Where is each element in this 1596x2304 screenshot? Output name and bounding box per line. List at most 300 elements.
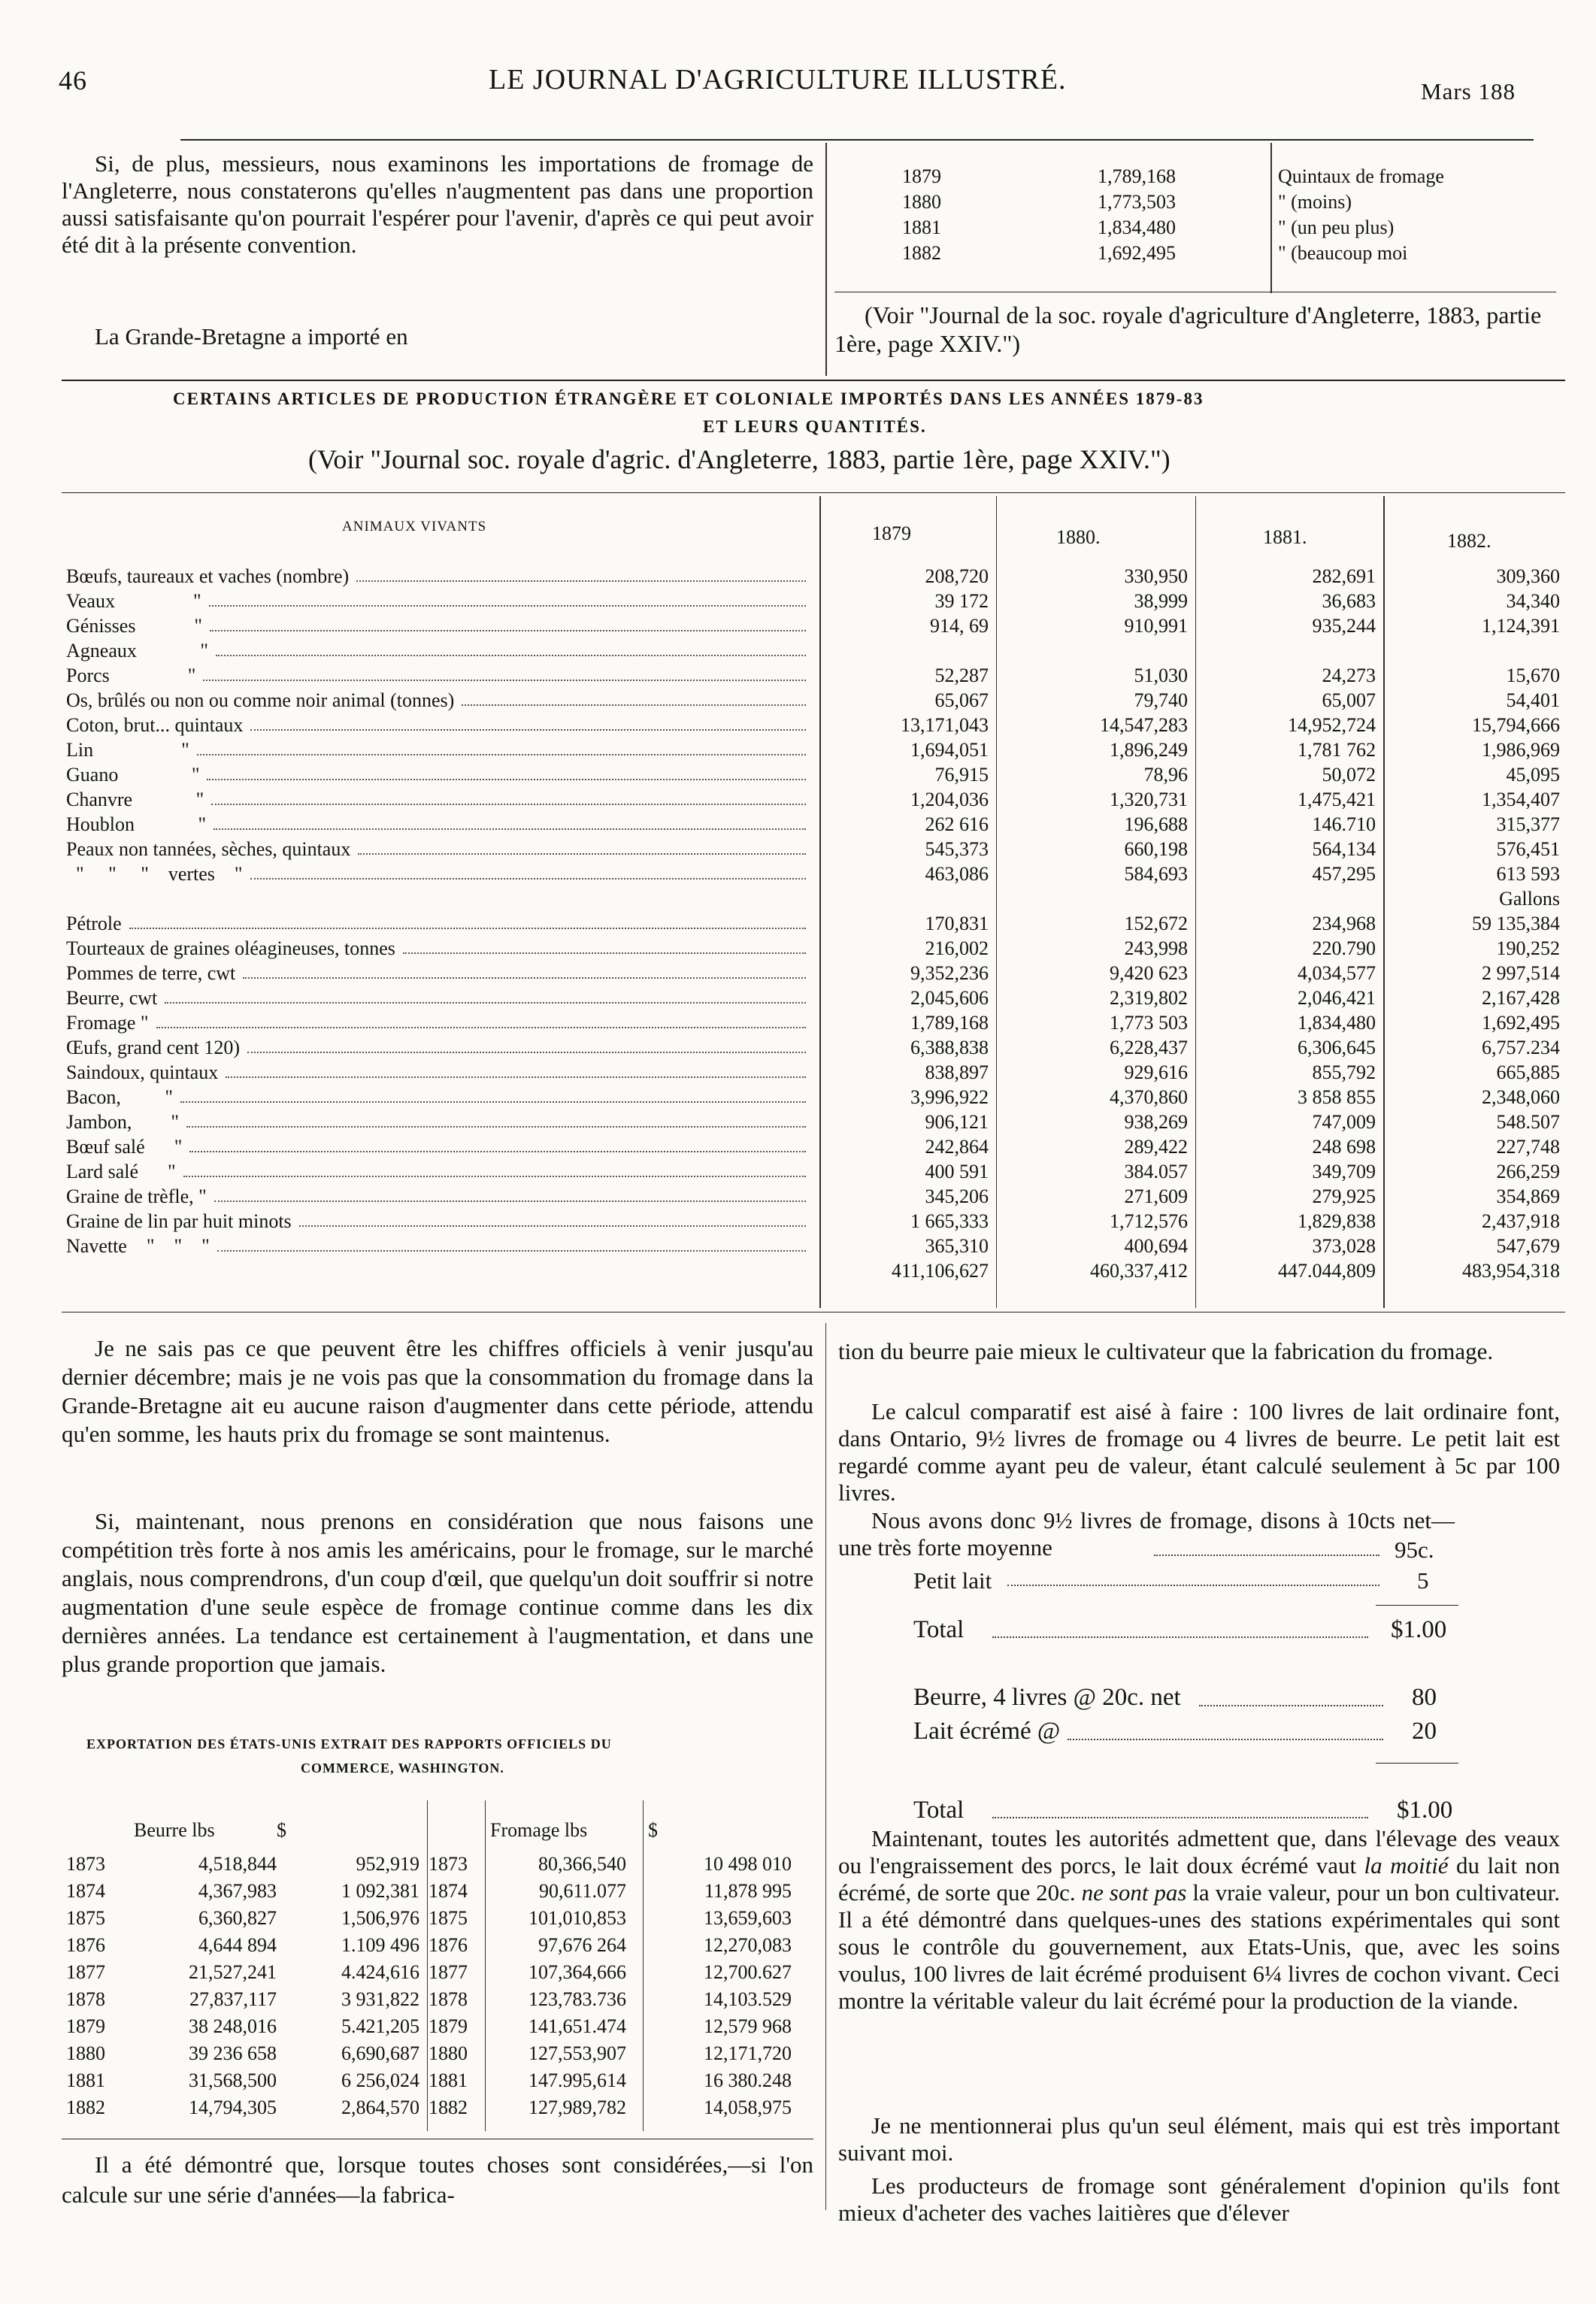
export-cell: 1880 <box>66 2042 105 2064</box>
calc-petit-lait-value: 5 <box>1417 1567 1429 1594</box>
leader-dots <box>243 977 806 979</box>
calc-lait: Lait écrémé @ <box>913 1718 1061 1745</box>
row-label-text: Œufs, grand cent 120) <box>66 1037 241 1058</box>
row-label-text: Guano " <box>66 764 200 786</box>
leader-dots <box>1199 1705 1383 1706</box>
table-cell: 1,986,969 <box>1482 739 1560 761</box>
table-cell: 400,694 <box>1124 1235 1188 1257</box>
export-cell: 31,568,500 <box>189 2069 277 2091</box>
table-cell: 547,679 <box>1496 1235 1560 1257</box>
table-cell: 1,896,249 <box>1110 739 1188 761</box>
export-cell: 14,103.529 <box>704 1988 792 2010</box>
table-cell: 146.710 <box>1312 813 1376 835</box>
table-cell: 613 593 <box>1496 863 1560 885</box>
export-cell: 16 380.248 <box>704 2069 792 2091</box>
table-cell: 242,864 <box>925 1136 989 1158</box>
export-cell: 97,676 264 <box>538 1934 626 1956</box>
leader-dots <box>211 804 806 805</box>
table-cell: 4,034,577 <box>1298 962 1376 984</box>
table-cell: 78,96 <box>1143 764 1188 786</box>
intro-paragraph: Si, de plus, messieurs, nous examinons les importations de fromage de l'Angleterre, nous constaterons qu'elles n'augmentent pas dans une proportion aussi satisfaisante qu'on pourrait l'espérer pour l'avenir, d'après ce qui peut avoir été dit à la présente convention. <box>62 150 813 258</box>
table-cell: 248 698 <box>1312 1136 1376 1158</box>
table-cell: 1,354,407 <box>1482 789 1560 810</box>
export-cell: 6,360,827 <box>198 1907 277 1929</box>
export-cell: 80,366,540 <box>538 1853 626 1875</box>
table-row-label <box>66 838 810 861</box>
table-row-label <box>66 987 810 1010</box>
section-heading: ANIMAUX VIVANTS <box>342 519 487 534</box>
table-row-label <box>66 565 810 588</box>
table-row-label <box>66 1161 810 1183</box>
export-cell: 12,700.627 <box>704 1961 792 1983</box>
table-cell: 365,310 <box>925 1235 989 1257</box>
table-cell: 2,348,060 <box>1482 1086 1560 1108</box>
col-rule <box>1195 496 1196 1308</box>
table-cell: 14,547,283 <box>1100 714 1188 736</box>
right-paragraph: Nous avons donc 9½ livres de fromage, disons à 10cts net—une très forte moyenne <box>838 1507 1455 1561</box>
export-cell: 1882 <box>66 2097 105 2118</box>
table-cell: 576,451 <box>1496 838 1560 860</box>
table-cell: 1,124,391 <box>1482 615 1560 637</box>
table-cell: 564,134 <box>1312 838 1376 860</box>
table-cell: 1,829,838 <box>1298 1210 1376 1232</box>
leader-dots <box>203 680 806 681</box>
table-row-label <box>66 665 810 687</box>
export-cell: 14,058,975 <box>704 2097 792 2118</box>
cheese-source: (Voir "Journal de la soc. royale d'agriculture d'Angleterre, 1883, partie 1ère, page XXIV.") <box>834 301 1542 357</box>
calc-beurre: Beurre, 4 livres @ 20c. net <box>913 1684 1181 1711</box>
table-cell: 665,885 <box>1496 1061 1560 1083</box>
table-cell: 190,252 <box>1496 937 1560 959</box>
leader-dots <box>1154 1555 1379 1556</box>
export-cell: 1877 <box>429 1961 468 1983</box>
row-label-text: Navette " " " <box>66 1235 210 1257</box>
table-cell: 400 591 <box>925 1161 989 1182</box>
right-paragraph: Les producteurs de fromage sont généralement d'opinion qu'ils font mieux d'acheter des vaches laitières que d'élever <box>838 2172 1560 2226</box>
leader-dots <box>129 928 806 929</box>
export-cell: 123,783.736 <box>528 1988 626 2010</box>
leader-dots <box>165 1002 806 1004</box>
table-cell: 152,672 <box>1124 913 1188 934</box>
table-cell: 838,897 <box>925 1061 989 1083</box>
column-divider <box>825 1323 826 2210</box>
table-cell: 2,045,606 <box>910 987 989 1009</box>
table-cell: 1,320,731 <box>1110 789 1188 810</box>
header-rule <box>180 139 1534 141</box>
calc-total1: Total <box>913 1616 965 1643</box>
right-paragraph: Le calcul comparatif est aisé à faire : 100 livres de lait ordinaire font, dans Ontario, 9½ livres de fromage ou 4 livres de beurre. Le petit lait est regardé comme ayant peu de valeur, étant calculé seulement à 5c par 100 livres. <box>838 1398 1560 1506</box>
leader-dots <box>180 1101 806 1103</box>
table-row-label <box>66 714 810 737</box>
table-cell: 6,228,437 <box>1110 1037 1188 1058</box>
table-cell: 196,688 <box>1124 813 1188 835</box>
export-cell: 1879 <box>429 2015 468 2037</box>
table-cell: 3,996,922 <box>910 1086 989 1108</box>
table-cell: 15,794,666 <box>1472 714 1560 736</box>
export-cell: 2,864,570 <box>341 2097 419 2118</box>
table-cell: 65,067 <box>934 689 989 711</box>
cheese-imports-table <box>842 165 1564 293</box>
table-row-label <box>66 590 810 613</box>
cheese-rows <box>842 165 1564 268</box>
table-cell: 262 616 <box>925 813 989 835</box>
table-cell: 13,171,043 <box>901 714 989 736</box>
export-cell: 1.109 496 <box>341 1934 419 1956</box>
row-label-text: Lin " <box>66 739 189 761</box>
calc-beurre-value: 80 <box>1412 1684 1437 1711</box>
table-cell: 2,319,802 <box>1110 987 1188 1009</box>
leader-dots <box>216 655 806 656</box>
table-cell: 330,950 <box>1124 565 1188 587</box>
leader-dots <box>299 1225 806 1227</box>
export-cell: 1876 <box>429 1934 468 1956</box>
row-label-text: Pétrole <box>66 913 122 934</box>
export-cell: 4,644 894 <box>198 1934 277 1956</box>
main-table-title-2: ET LEURS QUANTITÉS. <box>703 417 927 436</box>
export-cell: 39 236 658 <box>189 2042 277 2064</box>
table-cell: 14,952,724 <box>1288 714 1376 736</box>
table-cell: 243,998 <box>1124 937 1188 959</box>
table-cell: 45,095 <box>1506 764 1560 786</box>
leader-dots <box>403 952 806 954</box>
export-cell: 1,506,976 <box>341 1907 419 1929</box>
export-cell: 6 256,024 <box>341 2069 419 2091</box>
table-cell: 660,198 <box>1124 838 1188 860</box>
row-label-text: Tourteaux de graines oléagineuses, tonnes <box>66 937 395 959</box>
table-cell: 234,968 <box>1312 913 1376 934</box>
export-cell: 4,518,844 <box>198 1853 277 1875</box>
intro-lead: La Grande-Bretagne a importé en <box>95 323 408 350</box>
table-cell: 54,401 <box>1506 689 1560 711</box>
table-cell: 9,420 623 <box>1110 962 1188 984</box>
table-cell: 411,106,627 <box>891 1260 989 1282</box>
table-row-label <box>66 1136 810 1158</box>
calc-total2-value: $1.00 <box>1397 1797 1453 1824</box>
leader-dots <box>1007 1585 1379 1586</box>
table-cell: 447.044,809 <box>1278 1260 1376 1282</box>
leader-dots <box>183 1176 806 1177</box>
table-cell: 2,437,918 <box>1482 1210 1560 1232</box>
cheese-row <box>842 165 1564 191</box>
table-cell: 1 665,333 <box>910 1210 989 1232</box>
calc-sum-rule <box>1376 1605 1458 1606</box>
row-label-text: Lard salé " <box>66 1161 176 1182</box>
table-cell: 373,028 <box>1312 1235 1376 1257</box>
col-rule <box>1383 496 1385 1308</box>
row-label-text: Agneaux " <box>66 640 208 662</box>
issue-date: Mars 188 <box>1421 78 1516 104</box>
table-cell: 914, 69 <box>930 615 989 637</box>
row-label-text: Chanvre " <box>66 789 204 810</box>
export-cell: 1875 <box>429 1907 468 1929</box>
table-cell: 1,789,168 <box>910 1012 989 1034</box>
leader-dots <box>189 1151 806 1152</box>
table-cell: 39 172 <box>934 590 989 612</box>
cheese-year: 1881 <box>902 216 941 238</box>
leader-dots <box>209 605 806 607</box>
export-header-dollar: $ <box>277 1819 286 1841</box>
export-cell: 4.424,616 <box>341 1961 419 1983</box>
export-cell: 101,010,853 <box>528 1907 626 1929</box>
table-cell: 34,340 <box>1506 590 1560 612</box>
table-cell: 309,360 <box>1496 565 1560 587</box>
leader-dots <box>214 1200 806 1202</box>
export-cell: 4,367,983 <box>198 1880 277 1902</box>
table-cell: 545,373 <box>925 838 989 860</box>
table-cell: 50,072 <box>1322 764 1376 786</box>
leader-dots <box>214 828 806 830</box>
table-cell: 483,954,318 <box>1462 1260 1560 1282</box>
export-cell: 1873 <box>66 1853 105 1875</box>
export-header-beurre: Beurre lbs <box>134 1819 215 1841</box>
year-header: 1880. <box>1056 526 1101 548</box>
row-label-text: Beurre, cwt <box>66 987 158 1009</box>
leader-dots <box>250 729 806 731</box>
table-cell: 584,693 <box>1124 863 1188 885</box>
table-cell: 855,792 <box>1312 1061 1376 1083</box>
table-cell: 457,295 <box>1312 863 1376 885</box>
table-row-label <box>66 1012 810 1034</box>
export-cell: 10 498 010 <box>704 1853 792 1875</box>
leader-dots <box>250 878 806 880</box>
table-cell: 59 135,384 <box>1472 913 1560 934</box>
table-cell: 282,691 <box>1312 565 1376 587</box>
row-label-text: Houblon " <box>66 813 207 835</box>
export-cell: 11,878 995 <box>704 1880 792 1902</box>
cheese-row <box>842 191 1564 216</box>
row-label-text: Bœufs, taureaux et vaches (nombre) <box>66 565 350 587</box>
table-cell: 208,720 <box>925 565 989 587</box>
table-cell: 52,287 <box>934 665 989 686</box>
export-cell: 107,364,666 <box>528 1961 626 1983</box>
table-cell: 38,999 <box>1134 590 1188 612</box>
table-cell: 9,352,236 <box>910 962 989 984</box>
table-cell: 906,121 <box>925 1111 989 1133</box>
export-header-dollar: $ <box>648 1819 658 1841</box>
section-rule <box>62 380 1565 381</box>
export-cell: 1876 <box>66 1934 105 1956</box>
row-label-text: Jambon, " <box>66 1111 179 1133</box>
row-label-text: Porcs " <box>66 665 196 686</box>
row-label-text: Bacon, " <box>66 1086 174 1108</box>
export-cell: 127,989,782 <box>528 2097 626 2118</box>
export-cell: 5.421,205 <box>341 2015 419 2037</box>
leader-dots <box>356 580 806 582</box>
cheese-year: 1882 <box>902 242 941 264</box>
table-row-label <box>66 863 810 886</box>
export-col-rule <box>485 1800 486 2131</box>
table-cell: 266,259 <box>1496 1161 1560 1182</box>
table-row-label <box>66 764 810 786</box>
table-cell: 384.057 <box>1124 1161 1188 1182</box>
table-row-label <box>66 1086 810 1109</box>
left-final-paragraph: Il a été démontré que, lorsque toutes choses sont considérées,—si l'on calcule sur une série d'années—la fabrica- <box>62 2151 813 2208</box>
export-cell: 90,611.077 <box>538 1880 626 1902</box>
main-table-title: CERTAINS ARTICLES DE PRODUCTION ÉTRANGÈRE ET COLONIALE IMPORTÉS DANS LES ANNÉES 1879-83 <box>173 389 1204 408</box>
table-cell: 271,609 <box>1124 1185 1188 1207</box>
table-cell: 76,915 <box>934 764 989 786</box>
table-cell: 938,269 <box>1124 1111 1188 1133</box>
cheese-year: 1880 <box>902 191 941 213</box>
export-cell: 1879 <box>66 2015 105 2037</box>
row-label-text: Bœuf salé " <box>66 1136 183 1158</box>
table-cell: 65,007 <box>1322 689 1376 711</box>
table-cell: 1,694,051 <box>910 739 989 761</box>
export-header-fromage: Fromage lbs <box>490 1819 588 1841</box>
table-cell: 1,204,036 <box>910 789 989 810</box>
export-cell: 1874 <box>429 1880 468 1902</box>
export-cell: 12,270,083 <box>704 1934 792 1956</box>
table-cell: 24,273 <box>1322 665 1376 686</box>
export-col-rule <box>643 1800 644 2131</box>
table-row-label <box>66 962 810 985</box>
table-cell: 1,712,576 <box>1110 1210 1188 1232</box>
row-label-text: Fromage " <box>66 1012 149 1034</box>
leader-dots <box>210 630 806 631</box>
cheese-row <box>842 242 1564 268</box>
table-row-label <box>66 1185 810 1208</box>
table-cell: 460,337,412 <box>1090 1260 1188 1282</box>
left-paragraph: Si, maintenant, nous prenons en considération que nous faisons une compétition très forte à nos amis les américains, pour le fromage, sur le marché anglais, nous comprendrons, d'un coup d'œil, que quelqu'un doit souffrir si notre augmentation d'une seule espèce de fromage continue comme dans les dix dernières années. La tendance est certainement à l'augmentation, et dans une plus grande proportion que jamais. <box>62 1508 813 1677</box>
export-cell: 1878 <box>66 1988 105 2010</box>
table-row-label <box>66 640 810 662</box>
export-cell: 38 248,016 <box>189 2015 277 2037</box>
row-label-text: Peaux non tannées, sèches, quintaux <box>66 838 351 860</box>
table-row-label <box>66 937 810 960</box>
right-paragraph: Maintenant, toutes les autorités admettent que, dans l'élevage des veaux ou l'engraissement des porcs, le lait doux écrémé vaut la moitié du lait non écrémé, de sorte que 20c. ne sont pas la vraie valeur, pour un bon cultivateur. Il a été démontré dans quelques-unes des stations expérimentales qui sont sous le contrôle du gouvernement, aux Etats-Unis, que, avec les soins voulus, 100 livres de lait écrémé produisent 6¼ livres de cochon vivant. Ceci montre la véritable valeur du lait écrémé pour la production de la viande. <box>838 1825 1560 2014</box>
row-label-text: Coton, brut... quintaux <box>66 714 244 736</box>
year-header: 1882. <box>1447 530 1492 552</box>
export-title-2: COMMERCE, WASHINGTON. <box>301 1761 504 1776</box>
cheese-row <box>842 216 1564 242</box>
cheese-year: 1879 <box>902 165 941 187</box>
table-row-label <box>66 689 810 712</box>
table-cell: 345,206 <box>925 1185 989 1207</box>
table-cell: 4,370,860 <box>1110 1086 1188 1108</box>
col-rule <box>819 496 821 1308</box>
table-cell: 747,009 <box>1312 1111 1376 1133</box>
calc-total2: Total <box>913 1797 965 1824</box>
export-cell: 1877 <box>66 1961 105 1983</box>
intro-divider <box>825 143 827 376</box>
export-title: EXPORTATION DES ÉTATS-UNIS EXTRAIT DES RAPPORTS OFFICIELS DU <box>86 1736 612 1751</box>
row-label-text: Graine de lin par huit minots <box>66 1210 292 1232</box>
cheese-value: 1,789,168 <box>1098 165 1176 187</box>
cheese-note: " (un peu plus) <box>1278 216 1395 238</box>
table-row-label <box>66 913 810 935</box>
table-cell: 36,683 <box>1322 590 1376 612</box>
row-label-text: Pommes de terre, cwt <box>66 962 236 984</box>
journal-title: LE JOURNAL D'AGRICULTURE ILLUSTRÉ. <box>489 64 1067 95</box>
leader-dots <box>217 1250 806 1252</box>
export-cell: 12,171,720 <box>704 2042 792 2064</box>
leader-dots <box>1068 1739 1383 1740</box>
export-col-rule <box>427 1800 428 2131</box>
row-label-text: Saindoux, quintaux <box>66 1061 219 1083</box>
table-cell: 289,422 <box>1124 1136 1188 1158</box>
leader-dots <box>186 1126 806 1128</box>
table-cell: 220.790 <box>1312 937 1376 959</box>
export-cell: 1881 <box>66 2069 105 2091</box>
cheese-value: 1,834,480 <box>1098 216 1176 238</box>
table-cell: 2 997,514 <box>1482 962 1560 984</box>
year-header: 1881. <box>1263 526 1307 548</box>
col-rule <box>996 496 997 1308</box>
row-label-text: " " " vertes " <box>66 863 243 885</box>
table-cell: 548.507 <box>1496 1111 1560 1133</box>
table-cell: 1,692,495 <box>1482 1012 1560 1034</box>
export-cell: 141,651.474 <box>528 2015 626 2037</box>
calc-petit-lait: Petit lait <box>913 1567 992 1594</box>
export-cell: 952,919 <box>356 1853 419 1875</box>
row-label-text: Veaux " <box>66 590 201 612</box>
calc-sum-rule <box>1376 1763 1458 1764</box>
table-cell: 6,306,645 <box>1298 1037 1376 1058</box>
table-row-label <box>66 1235 810 1258</box>
leader-dots <box>156 1027 806 1028</box>
export-cell: 1873 <box>429 1853 468 1875</box>
row-label-text: Graine de trèfle, " <box>66 1185 207 1207</box>
table-cell: 279,925 <box>1312 1185 1376 1207</box>
table-cell: 170,831 <box>925 913 989 934</box>
table-cell: 1,781 762 <box>1298 739 1376 761</box>
leader-dots <box>358 853 806 855</box>
cheese-value: 1,692,495 <box>1098 242 1176 264</box>
table-cell: 2,046,421 <box>1298 987 1376 1009</box>
table-row-label <box>66 1061 810 1084</box>
page-number: 46 <box>59 65 87 95</box>
table-cell: 3 858 855 <box>1298 1086 1376 1108</box>
table-cell: 315,377 <box>1496 813 1560 835</box>
leader-dots <box>226 1076 806 1078</box>
cheese-value: 1,773,503 <box>1098 191 1176 213</box>
main-table-source: (Voir "Journal soc. royale d'agric. d'Angleterre, 1883, partie 1ère, page XXIV.") <box>308 444 1171 474</box>
calc-lait-value: 20 <box>1412 1718 1437 1745</box>
calc-total1-value: $1.00 <box>1391 1616 1447 1643</box>
export-cell: 147.995,614 <box>528 2069 626 2091</box>
table-cell: 910,991 <box>1124 615 1188 637</box>
row-label-text: Génisses " <box>66 615 203 637</box>
export-cell: 1 092,381 <box>341 1880 419 1902</box>
table-cell: 79,740 <box>1134 689 1188 711</box>
table-cell: 2,167,428 <box>1482 987 1560 1009</box>
table-row-label <box>66 615 810 637</box>
table-row-label <box>66 813 810 836</box>
leader-dots <box>992 1817 1368 1818</box>
year-header: 1879 <box>872 522 911 544</box>
table-row-label <box>66 739 810 761</box>
cheese-note: " (moins) <box>1278 191 1352 213</box>
export-cell: 1882 <box>429 2097 468 2118</box>
export-cell: 6,690,687 <box>341 2042 419 2064</box>
main-table-top-rule <box>62 492 1565 493</box>
cheese-note: Quintaux de fromage <box>1278 165 1444 187</box>
table-cell: 51,030 <box>1134 665 1188 686</box>
export-cell: 12,579 968 <box>704 2015 792 2037</box>
leader-dots <box>197 754 806 755</box>
leader-dots <box>462 704 806 706</box>
table-row-label <box>66 789 810 811</box>
export-cell: 3 931,822 <box>341 1988 419 2010</box>
export-cell: 127,553,907 <box>528 2042 626 2064</box>
table-row-label <box>66 1111 810 1134</box>
leader-dots <box>247 1052 806 1053</box>
export-cell: 1874 <box>66 1880 105 1902</box>
export-cell: 1878 <box>429 1988 468 2010</box>
right-paragraph: tion du beurre paie mieux le cultivateur que la fabrication du fromage. <box>838 1338 1494 1364</box>
left-paragraph: Je ne sais pas ce que peuvent être les chiffres officiels à venir jusqu'au dernier décembre; mais je ne vois pas que la consommation du fromage dans la Grande-Bretagne ait eu aucune raison d'augmenter dans cette période, attendu qu'en somme, les hauts prix du fromage se sont maintenus. <box>62 1335 813 1447</box>
table-cell: 1,773 503 <box>1110 1012 1188 1034</box>
